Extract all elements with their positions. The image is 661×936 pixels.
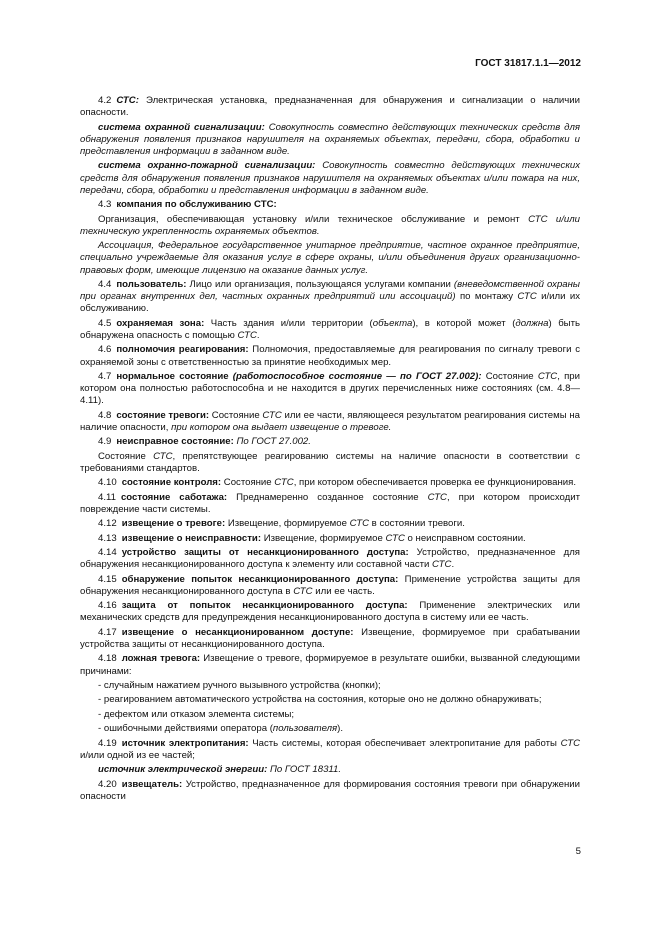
clause-number: 4.2 (98, 95, 112, 106)
definition: Состояние (209, 409, 263, 421)
definition: , препятствующее реагированию системы на наличие опасности в соответствии с требованиями стандартов. (80, 450, 580, 474)
clause-number: 4.11 (98, 491, 116, 503)
definition: Совокупность совместно действующих технических средств для обнаружения появления признаков нарушителя на охраняемых объектах, передачи, сбора, обработки и представления информации в заданном виде. (80, 121, 581, 157)
definition: Применение электрических или механических средств для предупреждения несанкционированного доступа в систему или ее часть. (80, 600, 580, 624)
paragraph-4-16 (80, 600, 580, 624)
term: СТС: (116, 95, 139, 106)
paragraph-4-3-association (80, 240, 580, 277)
paragraph-4-3-organization (80, 214, 580, 238)
clause-number: 4.16 (98, 600, 117, 612)
definition-italic: должна (515, 317, 549, 329)
definition: ), в которой может ( (412, 317, 516, 329)
clause-number: 4.18 (98, 653, 117, 665)
term: извещение о неисправности: (121, 532, 262, 544)
term: извещение о несанкционированном доступе: (121, 626, 354, 638)
definition-italic: СТС (427, 491, 447, 503)
paragraph-4-5 (80, 318, 580, 342)
clause-number: 4.13 (98, 532, 117, 544)
clause-number: 4.6 (98, 344, 112, 356)
definition-italic: СТС (237, 329, 257, 341)
paragraph-4-12 (80, 518, 580, 530)
paragraph-4-9 (80, 436, 580, 448)
paragraph-power-source (80, 764, 580, 776)
definition-italic: СТС (293, 585, 313, 597)
paragraph-4-17 (80, 627, 580, 651)
list-item: - реагированием автоматического устройства на состояния, которые оно не должно обнаруживать; (98, 694, 542, 706)
definition-italic: СТС (262, 409, 282, 421)
term: обнаружение попыток несанкционированного доступа: (121, 573, 399, 585)
definition: Часть системы, которая обеспечивает электропитание для работы (248, 737, 561, 749)
paragraph-4-6 (80, 344, 580, 368)
definition: Извещение, формируемое (225, 518, 350, 530)
paragraph-security-fire-alarm-system (80, 160, 580, 197)
definition: Состояние (481, 370, 538, 382)
list-item: - дефектом или отказом элемента системы; (98, 708, 295, 720)
definition-italic: (вневедомственной охраны при органах внутренних дел, частных охранных предприятий или ассоциаций) (80, 278, 580, 303)
document-body (80, 95, 580, 805)
clause-number: 4.20 (98, 778, 117, 790)
clause-number: 4.9 (98, 436, 112, 448)
paragraph-4-13 (80, 533, 580, 545)
definition: в состоянии тревоги. (369, 518, 465, 530)
term: извещатель: (121, 778, 183, 790)
paragraph-4-14 (80, 547, 580, 571)
term: источник электропитания: (121, 737, 249, 749)
definition: ). (337, 723, 344, 735)
definition-italic: пользователя (272, 723, 338, 735)
definition: Извещение, формируемое при срабатывании устройства защиты от несанкционированного доступа. (80, 626, 580, 651)
definition: Часть здания и/или территории ( (204, 317, 373, 329)
definition: Извещение о тревоге, формируемое в результате ошибки, вызванной следующими причинами: (80, 653, 580, 677)
definition-italic: СТС (517, 291, 537, 303)
list-item (80, 723, 580, 735)
clause-number: 4.17 (98, 626, 117, 638)
term: источник электрической энергии: (98, 764, 268, 776)
definition: Состояние (98, 450, 154, 462)
clause-number: 4.14 (98, 547, 117, 559)
definition: Устройство, предназначенное для формирования состояния тревоги при обнаружении опасности (80, 778, 580, 802)
paragraph-4-15 (80, 574, 580, 598)
definition-italic: СТС и/или техническую укрепленность охраняемых объектов. (80, 213, 580, 237)
term: полномочия реагирования: (116, 344, 249, 356)
term: пользователь: (116, 278, 187, 290)
definition: и/или одной из ее частей; (80, 749, 195, 761)
clause-number: 4.19 (98, 737, 117, 749)
term: охраняемая зона: (116, 317, 205, 329)
page-number: 5 (575, 846, 581, 857)
definition-italic: СТС (153, 450, 173, 462)
paragraph-4-18 (80, 653, 580, 677)
clause-number: 4.5 (98, 317, 112, 329)
paragraph-4-8 (80, 410, 580, 434)
term: состояние тревоги: (116, 409, 210, 421)
clause-number: 4.8 (98, 409, 112, 421)
term: система охранной сигнализации: (98, 121, 265, 133)
clause-number: 4.3 (98, 199, 112, 211)
definition: , при котором происходит повреждение части системы. (80, 491, 581, 515)
definition: Применение устройства защиты для обнаружения несанкционированного доступа в (80, 573, 581, 597)
term: ложная тревога: (121, 653, 201, 665)
definition: или ее части, являющееся результатом реагирования системы на наличие опасности, (80, 409, 581, 433)
paragraph-4-9-note (80, 451, 580, 475)
paragraph-security-alarm-system (80, 122, 580, 159)
definition: По ГОСТ 18311. (267, 764, 342, 776)
definition-italic: СТС (432, 559, 452, 571)
term: извещение о тревоге: (121, 518, 226, 530)
term: неисправное состояние: (116, 436, 234, 448)
paragraph-4-4 (80, 279, 580, 316)
definition: Состояние (221, 477, 275, 489)
definition: . (256, 329, 260, 341)
definition: и/или их обслуживанию. (80, 291, 581, 315)
definition: Ассоциация, Федеральное государственное унитарное предприятие, частное охранное предприятие, специально учреждаемые для оказания услуг в сфере охраны, и/или объединения других организационно-правовых форм, имеющие лицензию на оказание данных услуг. (80, 240, 580, 276)
definition-italic: СТС (560, 737, 581, 749)
definition: Организация, обеспечивающая установку и/или техническое обслуживание и ремонт (98, 213, 529, 225)
definition-italic: СТС (274, 477, 294, 489)
clause-number: 4.4 (98, 278, 112, 290)
term-reference: (работоспособное состояние — по ГОСТ 27.002): (228, 370, 482, 382)
definition: о неисправном состоянии. (404, 532, 526, 544)
definition: или ее часть. (312, 585, 375, 597)
term: система охранно-пожарной сигнализации: (98, 160, 316, 172)
paragraph-4-3 (80, 199, 580, 211)
clause-number: 4.12 (98, 518, 117, 530)
term: защита от попыток несанкционированного доступа: (121, 600, 408, 612)
term: состояние саботажа: (120, 491, 228, 503)
term: устройство защиты от несанкционированного доступа: (121, 547, 409, 559)
definition: Преднамеренно созданное состояние (227, 491, 428, 503)
definition: Совокупность совместно действующих технических средств для обнаружения появления признаков нарушителя на охраняемых объектах и/или пожара на них, передачи, сбора, обработки и представления информации в заданном виде. (80, 160, 580, 196)
definition: . (451, 559, 455, 571)
paragraph-4-19 (80, 738, 580, 762)
paragraph-4-10 (80, 477, 580, 489)
definition: Лицо или организация, пользующаяся услугами компании (186, 278, 454, 290)
definition: ) быть обнаружена опасность с помощью (80, 317, 580, 341)
standard-designation: ГОСТ 31817.1.1—2012 (475, 58, 581, 69)
paragraph-4-11 (80, 492, 580, 516)
definition: , при котором она полностью работоспособна и не находится в других перечисленных ниже состояниях (см. 4.8—4.11). (80, 370, 580, 407)
term: компания по обслуживанию СТС: (116, 199, 277, 211)
definition-italic: при котором она выдает извещение о тревоге. (171, 421, 392, 433)
clause-number: 4.10 (98, 477, 117, 489)
definition: - ошибочными действиями оператора ( (98, 723, 273, 735)
definition-italic: СТС (537, 370, 558, 382)
definition-italic: СТС (349, 518, 370, 530)
definition: Полномочия, предоставляемые для реагирования по сигналу тревоги с охраняемой зоны с ответственностью за принятие необходимых мер. (80, 344, 580, 368)
term: нормальное состояние (116, 370, 229, 382)
clause-number: 4.15 (98, 573, 117, 585)
definition: По ГОСТ 27.002. (233, 436, 311, 448)
definition: Электрическая установка, предназначенная для обнаружения и сигнализации о наличии опасности. (80, 95, 580, 119)
term: состояние контроля: (121, 477, 222, 489)
paragraph-4-20 (80, 779, 580, 803)
definition-italic: объекта (372, 317, 413, 329)
definition: Извещение, формируемое (261, 532, 386, 544)
clause-number: 4.7 (98, 370, 112, 382)
paragraph-4-2 (80, 95, 580, 119)
definition: Устройство, предназначенное для обнаружения несанкционированного доступа к элементу или составной части (80, 547, 580, 571)
paragraph-4-7 (80, 371, 580, 408)
list-item: - случайным нажатием ручного вызывного устройства (кнопки); (98, 680, 381, 692)
definition: , при котором обеспечивается проверка ее функционирования. (293, 477, 576, 489)
definition: по монтажу (455, 291, 518, 303)
definition-italic: СТС (385, 532, 405, 544)
